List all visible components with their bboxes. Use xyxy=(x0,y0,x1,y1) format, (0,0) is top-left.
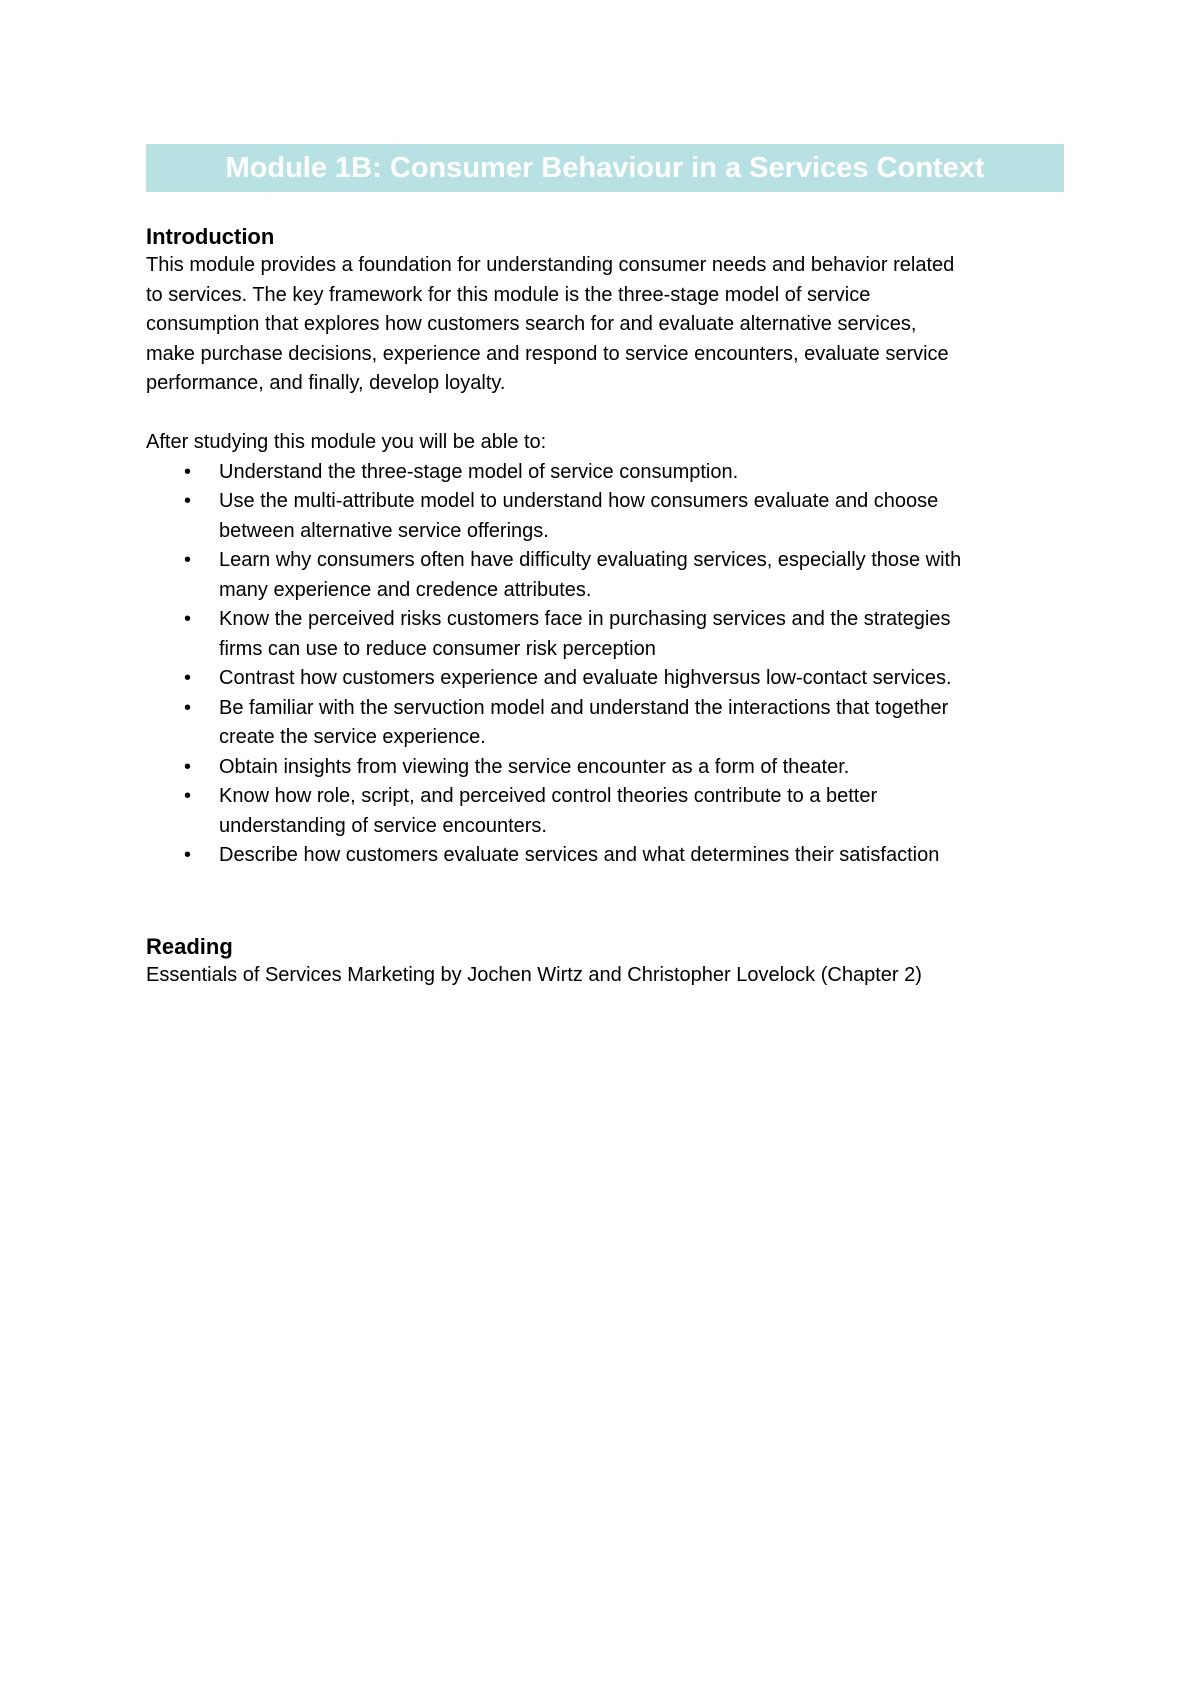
list-item-text: Understand the three-stage model of service consumption. xyxy=(219,460,739,483)
list-item xyxy=(146,782,1066,841)
list-item-text: Obtain insights from viewing the service encounter as a form of theater. xyxy=(219,755,850,778)
objectives-list xyxy=(146,458,1066,871)
reading-heading: Reading xyxy=(146,933,233,959)
bullet-icon: • xyxy=(184,490,192,512)
list-item-text: Learn why consumers often have difficulty evaluating services, especially those with many experience and credence attributes. xyxy=(219,549,962,601)
spacer xyxy=(146,399,1066,429)
spacer xyxy=(146,871,1066,932)
document-body xyxy=(146,222,1066,990)
module-title: Module 1B: Consumer Behaviour in a Services Context xyxy=(225,151,985,184)
list-item-text: Be familiar with the servuction model and understand the interactions that together create the service experience. xyxy=(219,696,949,748)
list-item xyxy=(146,694,1066,753)
list-item xyxy=(146,458,1066,488)
list-item-text: Use the multi-attribute model to understand how consumers evaluate and choose between alternative service offerings. xyxy=(219,490,939,542)
bullet-icon: • xyxy=(184,785,192,807)
list-item xyxy=(146,546,1066,605)
bullet-icon: • xyxy=(184,608,192,630)
list-item xyxy=(146,664,1066,694)
bullet-icon: • xyxy=(184,696,192,719)
list-item xyxy=(146,605,1066,664)
list-item-text: Describe how customers evaluate services and what determines their satisfaction xyxy=(219,844,940,866)
objectives-lead: After studying this module you will be able to: xyxy=(146,431,547,453)
list-item xyxy=(146,753,1066,783)
module-title-banner xyxy=(146,144,1064,192)
list-item xyxy=(146,487,1066,546)
bullet-icon: • xyxy=(184,460,192,483)
list-item-text: Know the perceived risks customers face in purchasing services and the strategies firms can use to reduce consumer risk perception xyxy=(219,608,951,660)
reading-reference: Essentials of Services Marketing by Jochen Wirtz and Christopher Lovelock (Chapter 2) xyxy=(146,963,922,986)
list-item xyxy=(146,841,1066,871)
bullet-icon: • xyxy=(184,844,192,866)
list-item-text: Contrast how customers experience and evaluate highversus low-contact services. xyxy=(219,667,952,689)
introduction-heading: Introduction xyxy=(146,224,275,249)
list-item-text: Know how role, script, and perceived control theories contribute to a better understanding of service encounters. xyxy=(219,785,878,837)
bullet-icon: • xyxy=(184,755,192,778)
bullet-icon: • xyxy=(184,549,192,571)
bullet-icon: • xyxy=(184,667,192,689)
introduction-paragraph: This module provides a foundation for understanding consumer needs and behavior related to services. The key framework for this module is the three-stage model of service consumption that explores how customers search for and evaluate alternative services, make purchase decisions, experience and respond to service encounters, evaluate service performance, and finally, develop loyalty. xyxy=(146,254,955,394)
